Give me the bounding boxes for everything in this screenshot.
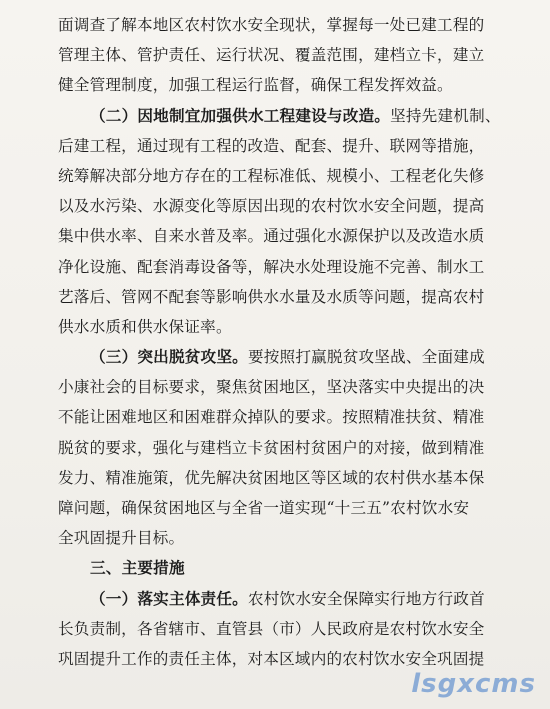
paragraph-lead-in: （一）落实主体责任。	[90, 589, 248, 608]
paragraph-first-line	[58, 342, 508, 372]
text-line: 小康社会的目标要求，聚焦贫困地区，坚决落实中央提出的决	[58, 378, 485, 397]
text-line: 障问题，确保贫困地区与全省一道实现“十三五”农村饮水安	[58, 499, 470, 517]
text-line: 集中供水率、自来水普及率。通过强化水源保护以及改造水质	[58, 227, 485, 246]
text-line: 脱贫的要求，强化与建档立卡贫困村贫困户的对接，做到精准	[58, 438, 485, 457]
text-line: 以及水污染、水源变化等原因出现的农村饮水安全问题，提高	[58, 197, 485, 216]
paragraph-text: 农村饮水安全保障实行地方行政首	[247, 589, 485, 608]
section-heading: 三、主要措施	[90, 559, 185, 578]
text-line: 统筹解决部分地方存在的工程标准低、规模小、工程老化失修	[58, 166, 485, 185]
text-line: 面调查了解本地区农村饮水安全现状，掌握每一处已建工程的	[58, 16, 485, 34]
text-line: 发力、精准施策，优先解决贫困地区等区域的农村供水基本保	[58, 468, 485, 487]
text-line: 健全管理制度，加强工程运行监督，确保工程发挥效益。	[58, 76, 453, 95]
paragraph-lead-in: （二）因地制宜加强供水工程建设与改造。	[90, 106, 391, 125]
paragraph-first-line	[58, 584, 508, 614]
text-line: 长负责制，各省辖市、直管县（市）人民政府是农村饮水安全	[58, 619, 485, 638]
text-line: 全巩固提升目标。	[58, 529, 185, 548]
text-line: 供水水质和供水保证率。	[58, 317, 232, 336]
document-body	[58, 10, 508, 674]
text-line: 艺落后、管网不配套等影响供水水量及水质等问题，提高农村	[58, 287, 485, 306]
paragraph-text: 要按照打赢脱贫攻坚战、全面建成	[247, 348, 485, 367]
text-line: 管理主体、管护责任、运行状况、覆盖范围，建档立卡，建立	[58, 46, 485, 65]
watermark-logo: lsgxcms	[411, 669, 536, 699]
text-line: 巩固提升工作的责任主体，对本区域内的农村饮水安全巩固提	[58, 649, 485, 668]
text-line: 净化设施、配套消毒设备等，解决水处理设施不完善、制水工	[58, 257, 485, 276]
text-line: 后建工程，通过现有工程的改造、配套、提升、联网等措施，	[58, 136, 485, 155]
paragraph-lead-in: （三）突出脱贫攻坚。	[90, 348, 248, 367]
text-line: 不能让困难地区和困难群众掉队的要求。按照精准扶贫、精准	[58, 408, 485, 427]
paragraph-first-line	[58, 101, 508, 131]
paragraph-text: 坚持先建机制、	[390, 106, 501, 125]
